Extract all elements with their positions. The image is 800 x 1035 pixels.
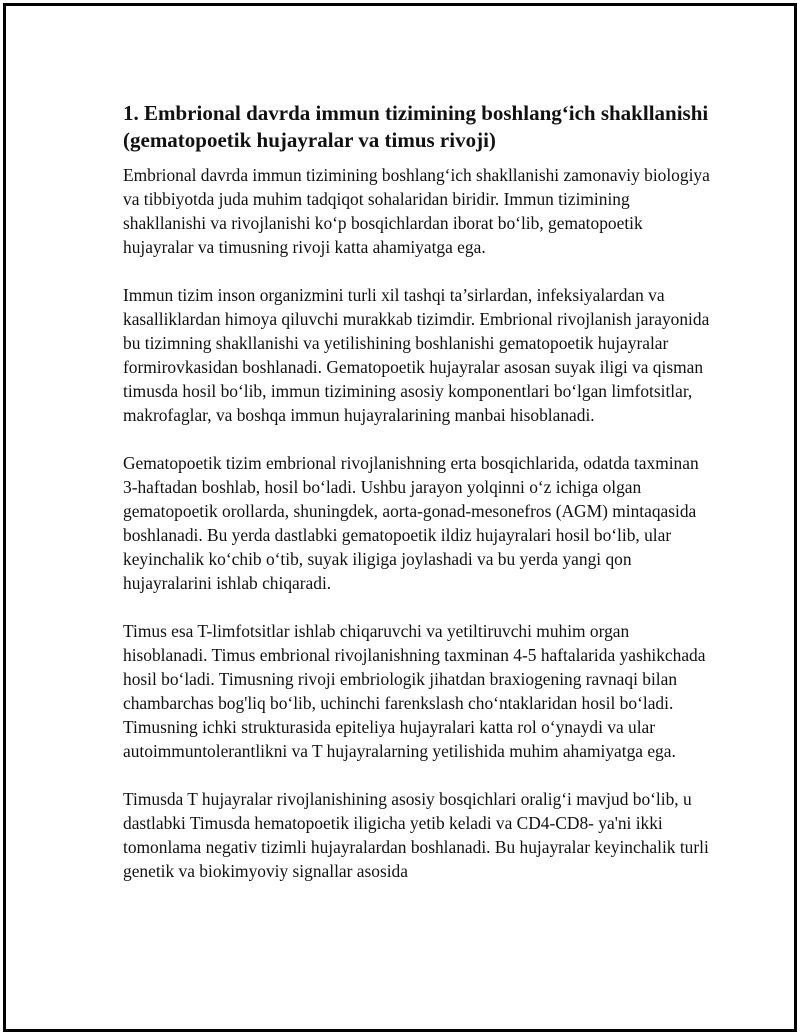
document-body [123, 100, 713, 907]
paragraph-2: Immun tizim inson organizmini turli xil tashqi ta’sirlardan, infeksiyalardan va kasalliklardan himoya qiluvchi murakkab tizimdir. Embrional rivojlanish jarayonida bu tizimning shakllanishi va yetilishining boshlanishi gematopoetik hujayralar formirovkasidan boshlanadi. Gematopoetik hujayralar asosan suyak iligi va qisman timusda hosil bo‘lib, immun tizimining asosiy komponentlari bo‘lgan limfotsitlar, makrofaglar, va boshqa immun hujayralarining manbai hisoblanadi. [123, 285, 710, 425]
section-heading: 1. Embrional davrda immun tizimining boshlang‘ich shakllanishi (gematopoetik hujayralar va timus rivoji) [123, 101, 709, 152]
paragraph-1: Embrional davrda immun tizimining boshlang‘ich shakllanishi zamonaviy biologiya va tibbiyotda juda muhim tadqiqot sohalaridan biridir. Immun tizimining shakllanishi va rivojlanishi ko‘p bosqichlardan iborat bo‘lib, gematopoetik hujayralar va timusning rivoji katta ahamiyatga ega. [123, 165, 710, 257]
page-frame [3, 3, 797, 1032]
paragraph-3: Gematopoetik tizim embrional rivojlanishning erta bosqichlarida, odatda taxminan 3-haftadan boshlab, hosil bo‘ladi. Ushbu jarayon yolqinni o‘z ichiga olgan gematopoetik orollarda, shuningdek, aorta-gonad-mesonefros (AGM) mintaqasida boshlanadi. Bu yerda dastlabki gematopoetik ildiz hujayralari hosil bo‘lib, ular keyinchalik ko‘chib o‘tib, suyak iligiga joylashadi va bu yerda yangi qon hujayralarini ishlab chiqaradi. [123, 453, 699, 593]
paragraph-4: Timus esa T-limfotsitlar ishlab chiqaruvchi va yetiltiruvchi muhim organ hisoblanadi. Timus embrional rivojlanishning taxminan 4-5 haftalarida yashikchada hosil bo‘ladi. Timusning rivoji embriologik jihatdan braxiogening ravnaqi bilan chambarchas bog'liq bo‘lib, uchinchi farenkslash cho‘ntaklaridan hosil bo‘ladi. Timusning ichki strukturasida epiteliya hujayralari katta rol o‘ynaydi va ular autoimmuntolerantlikni va T hujayralarning yetilishida muhim ahamiyatga ega. [123, 621, 706, 761]
paragraph-5: Timusda T hujayralar rivojlanishining asosiy bosqichlari oralig‘i mavjud bo‘lib, u dastlabki Timusda hematopoetik iligicha yetib keladi va CD4-CD8- ya'ni ikki tomonlama negativ tizimli hujayralardan boshlanadi. Bu hujayralar keyinchalik turli genetik va biokimyoviy signallar asosida [123, 789, 709, 881]
